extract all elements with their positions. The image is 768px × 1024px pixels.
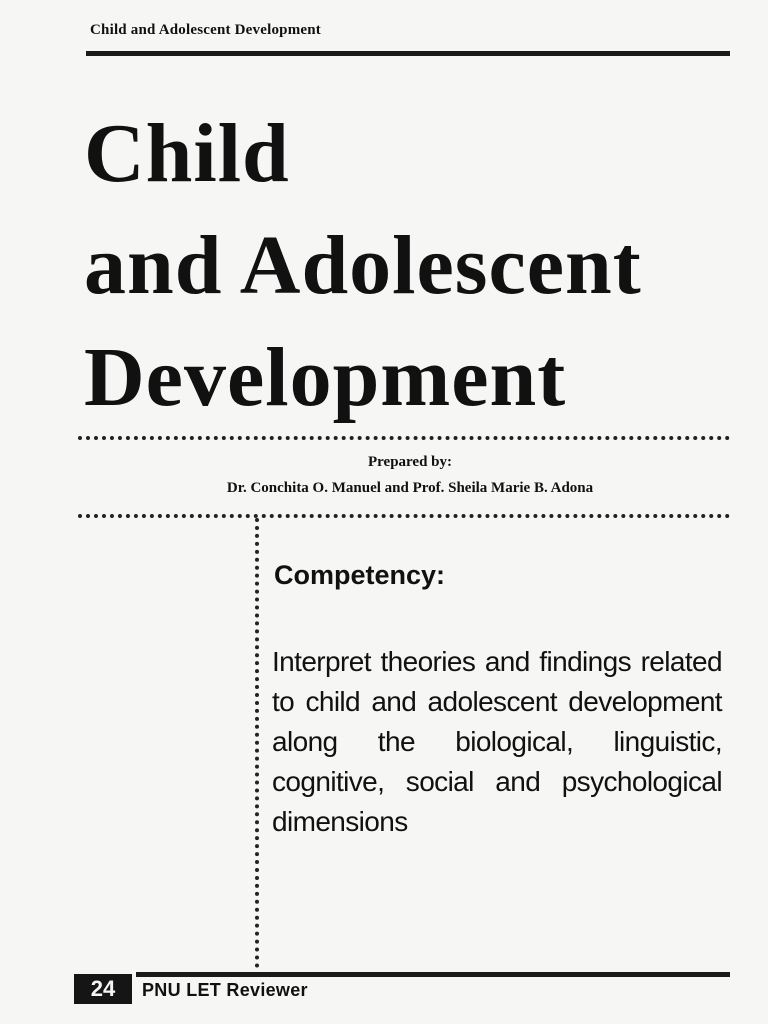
title-line: and Adolescent [84, 219, 642, 312]
dotted-divider-bottom [78, 514, 730, 518]
page-number: 24 [74, 974, 132, 1004]
publication-name: PNU LET Reviewer [142, 980, 308, 1000]
footer-rule [136, 972, 730, 977]
title-line: Development [84, 331, 567, 424]
title-line: Child [84, 107, 290, 200]
prepared-by-label: Prepared by: [367, 454, 453, 470]
running-header: Child and Adolescent Development [90, 22, 321, 38]
competency-text: Interpret theories and findings related to child and adolescent development along the biological, linguistic, cognitive, social and psychological dimensions [272, 646, 722, 837]
authors: Dr. Conchita O. Manuel and Prof. Sheila Marie B. Adona [226, 480, 594, 496]
dotted-column-divider [255, 518, 259, 968]
competency-heading: Competency: [274, 560, 446, 590]
header-rule [86, 51, 730, 56]
dotted-divider-top [78, 436, 730, 440]
chapter-title [84, 98, 642, 434]
